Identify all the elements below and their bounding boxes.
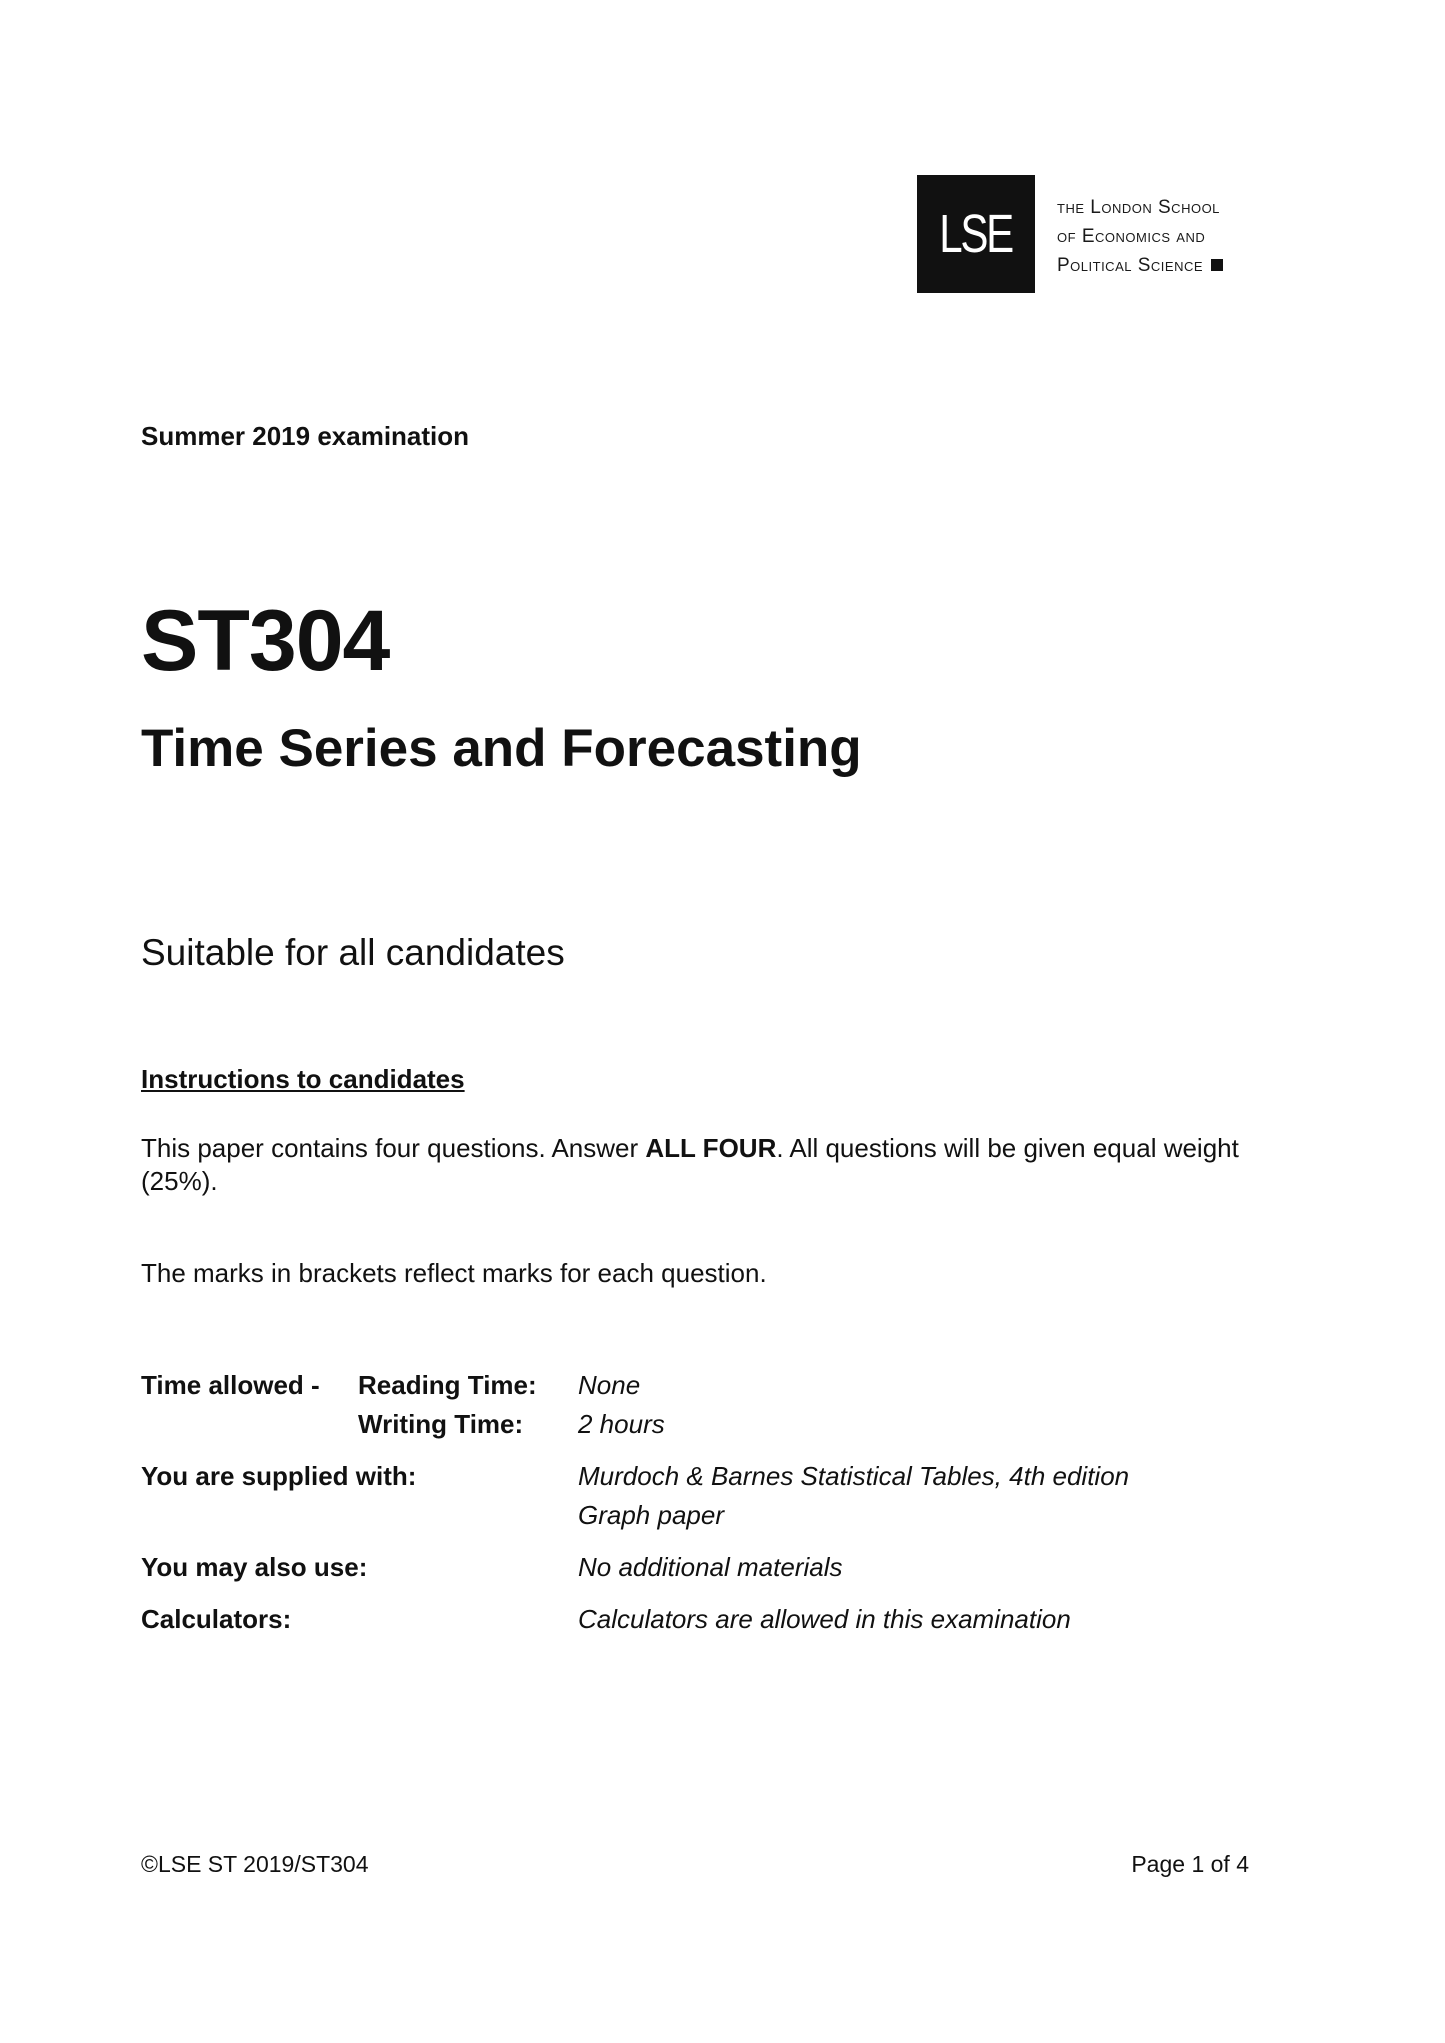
supplied-label: You are supplied with: xyxy=(141,1461,417,1491)
logo-line-2: of Economics and xyxy=(1057,226,1206,247)
instructions-heading: Instructions to candidates xyxy=(141,1064,465,1094)
course-code: ST304 xyxy=(141,593,390,689)
reading-time-label: Reading Time: xyxy=(358,1370,537,1400)
para1-bold: ALL FOUR xyxy=(645,1133,777,1163)
may-use-label: You may also use: xyxy=(141,1552,368,1582)
calculators-label: Calculators: xyxy=(141,1604,292,1634)
logo-mark-text: LSE xyxy=(939,204,1013,264)
suitability-note: Suitable for all candidates xyxy=(141,932,565,973)
writing-time-value: 2 hours xyxy=(578,1409,665,1439)
para1-post: . All questions will be given equal weight (25%). xyxy=(141,1133,1239,1196)
reading-time-value: None xyxy=(578,1370,641,1400)
para1-pre: This paper contains four questions. Answer xyxy=(141,1133,646,1163)
instructions-paragraph-1 xyxy=(141,1132,1256,1198)
lse-logo-wordmark xyxy=(1057,193,1223,280)
footer-copyright: ©LSE ST 2019/ST304 xyxy=(141,1851,369,1877)
course-title: Time Series and Forecasting xyxy=(141,719,862,778)
may-use-value: No additional materials xyxy=(578,1552,843,1582)
supplied-value-2: Graph paper xyxy=(578,1500,724,1530)
supplied-value-1: Murdoch & Barnes Statistical Tables, 4th edition xyxy=(578,1461,1130,1491)
time-allowed-label: Time allowed - xyxy=(141,1370,320,1400)
writing-time-label: Writing Time: xyxy=(358,1409,524,1439)
logo-square-icon xyxy=(1211,259,1223,271)
exam-session: Summer 2019 examination xyxy=(141,421,470,451)
logo-line-3 xyxy=(1057,251,1223,280)
calculators-value: Calculators are allowed in this examination xyxy=(578,1604,1071,1634)
logo-line-1: the London School xyxy=(1057,197,1220,218)
lse-logo-mark xyxy=(917,175,1035,293)
logo-line-3-text: Political Science xyxy=(1057,255,1204,276)
page-number: Page 1 of 4 xyxy=(1131,1851,1249,1877)
instructions-paragraph-2: The marks in brackets reflect marks for each question. xyxy=(141,1258,767,1288)
